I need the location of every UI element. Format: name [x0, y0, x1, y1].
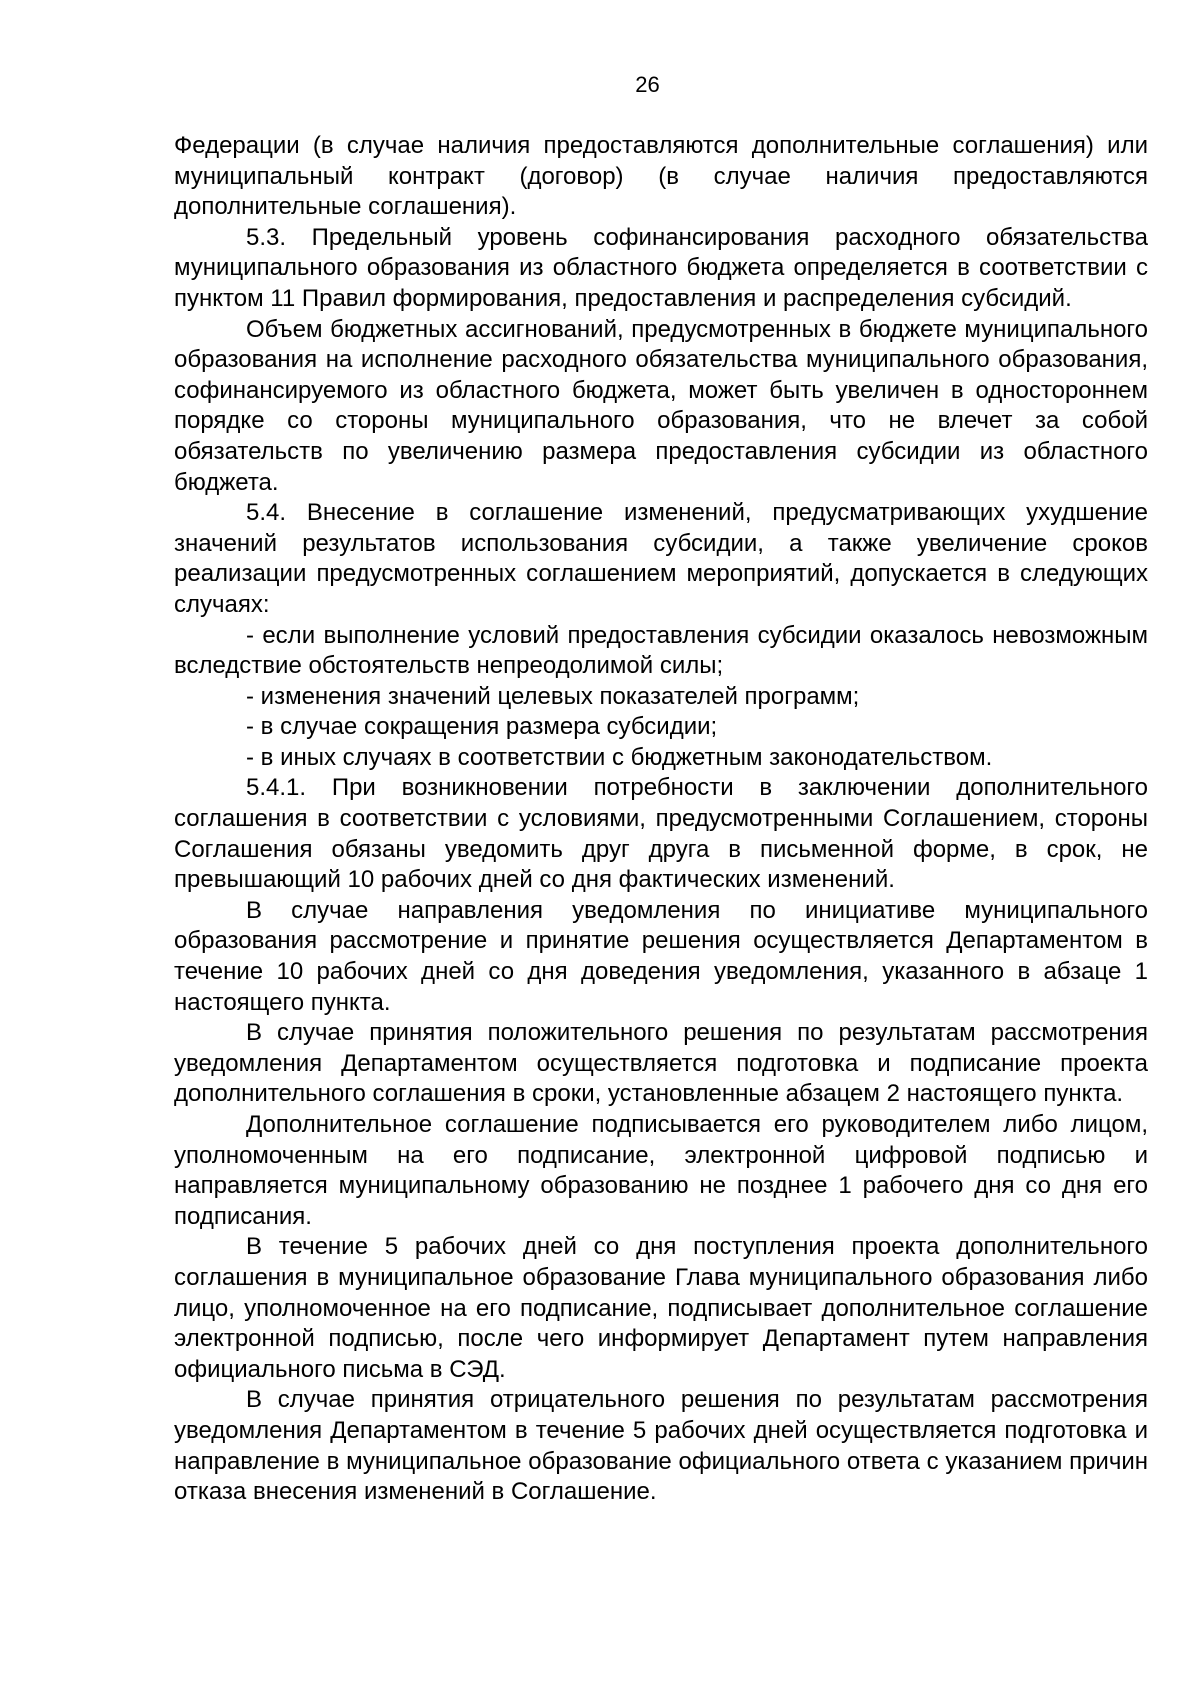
- paragraph: 5.4.1. При возникновении потребности в заключении дополнительного соглашения в соответствии с условиями, предусмотренными Соглашением, стороны Соглашения обязаны уведомить друг друга в письменной форме, в срок, не превышающий 10 рабочих дней со дня фактических изменений.: [174, 774, 1148, 894]
- paragraph: 5.4. Внесение в соглашение изменений, предусматривающих ухудшение значений результатов использования субсидии, а также увеличение сроков реализации предусмотренных соглашением мероприятий, допускается в следующих случаях:: [174, 499, 1148, 618]
- page-number: 26: [635, 72, 660, 97]
- list-item: - изменения значений целевых показателей программ;: [246, 682, 860, 710]
- paragraph: Федерации (в случае наличия предоставляются дополнительные соглашения) или муниципальный контракт (договор) (в случае наличия предоставляются дополнительные соглашения).: [174, 132, 1148, 221]
- paragraph: 5.3. Предельный уровень софинансирования расходного обязательства муниципального образования из областного бюджета определяется в соответствии с пунктом 11 Правил формирования, предоставления и распределения субсидий.: [174, 223, 1148, 312]
- paragraph: В случае принятия положительного решения по результатам рассмотрения уведомления Департаментом осуществляется подготовка и подписание проекта дополнительного соглашения в сроки, установленные абзацем 2 настоящего пункта.: [174, 1019, 1148, 1108]
- paragraph: Объем бюджетных ассигнований, предусмотренных в бюджете муниципального образования на исполнение расходного обязательства муниципального образования, софинансируемого из областного бюджета, может быть увеличен в одностороннем порядке со стороны муниципального образования, что не влечет за собой обязательств по увеличению размера предоставления субсидии из областного бюджета.: [174, 315, 1148, 496]
- paragraph: В случае принятия отрицательного решения по результатам рассмотрения уведомления Департаментом в течение 5 рабочих дней осуществляется подготовка и направление в муниципальное образование официального ответа с указанием причин отказа внесения изменений в Соглашение.: [174, 1386, 1148, 1506]
- paragraph: В случае направления уведомления по инициативе муниципального образования рассмотрение и принятие решения осуществляется Департаментом в течение 10 рабочих дней со дня доведения уведомления, указанного в абзаце 1 настоящего пункта.: [174, 896, 1148, 1016]
- paragraph: Дополнительное соглашение подписывается его руководителем либо лицом, уполномоченным на его подписание, электронной цифровой подписью и направляется муниципальному образованию не позднее 1 рабочего дня со дня его подписания.: [174, 1111, 1148, 1230]
- document-body: [174, 131, 1148, 1508]
- paragraph: В течение 5 рабочих дней со дня поступления проекта дополнительного соглашения в муниципальное образование Глава муниципального образования либо лицо, уполномоченное на его подписание, подписывает дополнительное соглашение электронной подписью, после чего информирует Департамент путем направления официального письма в СЭД.: [174, 1233, 1148, 1383]
- list-item: - в случае сокращения размера субсидии;: [246, 713, 718, 741]
- list-item: - в иных случаях в соответствии с бюджетным законодательством.: [246, 743, 993, 771]
- list-item: - если выполнение условий предоставления субсидии оказалось невозможным вследствие обстоятельств непреодолимой силы;: [174, 621, 1148, 680]
